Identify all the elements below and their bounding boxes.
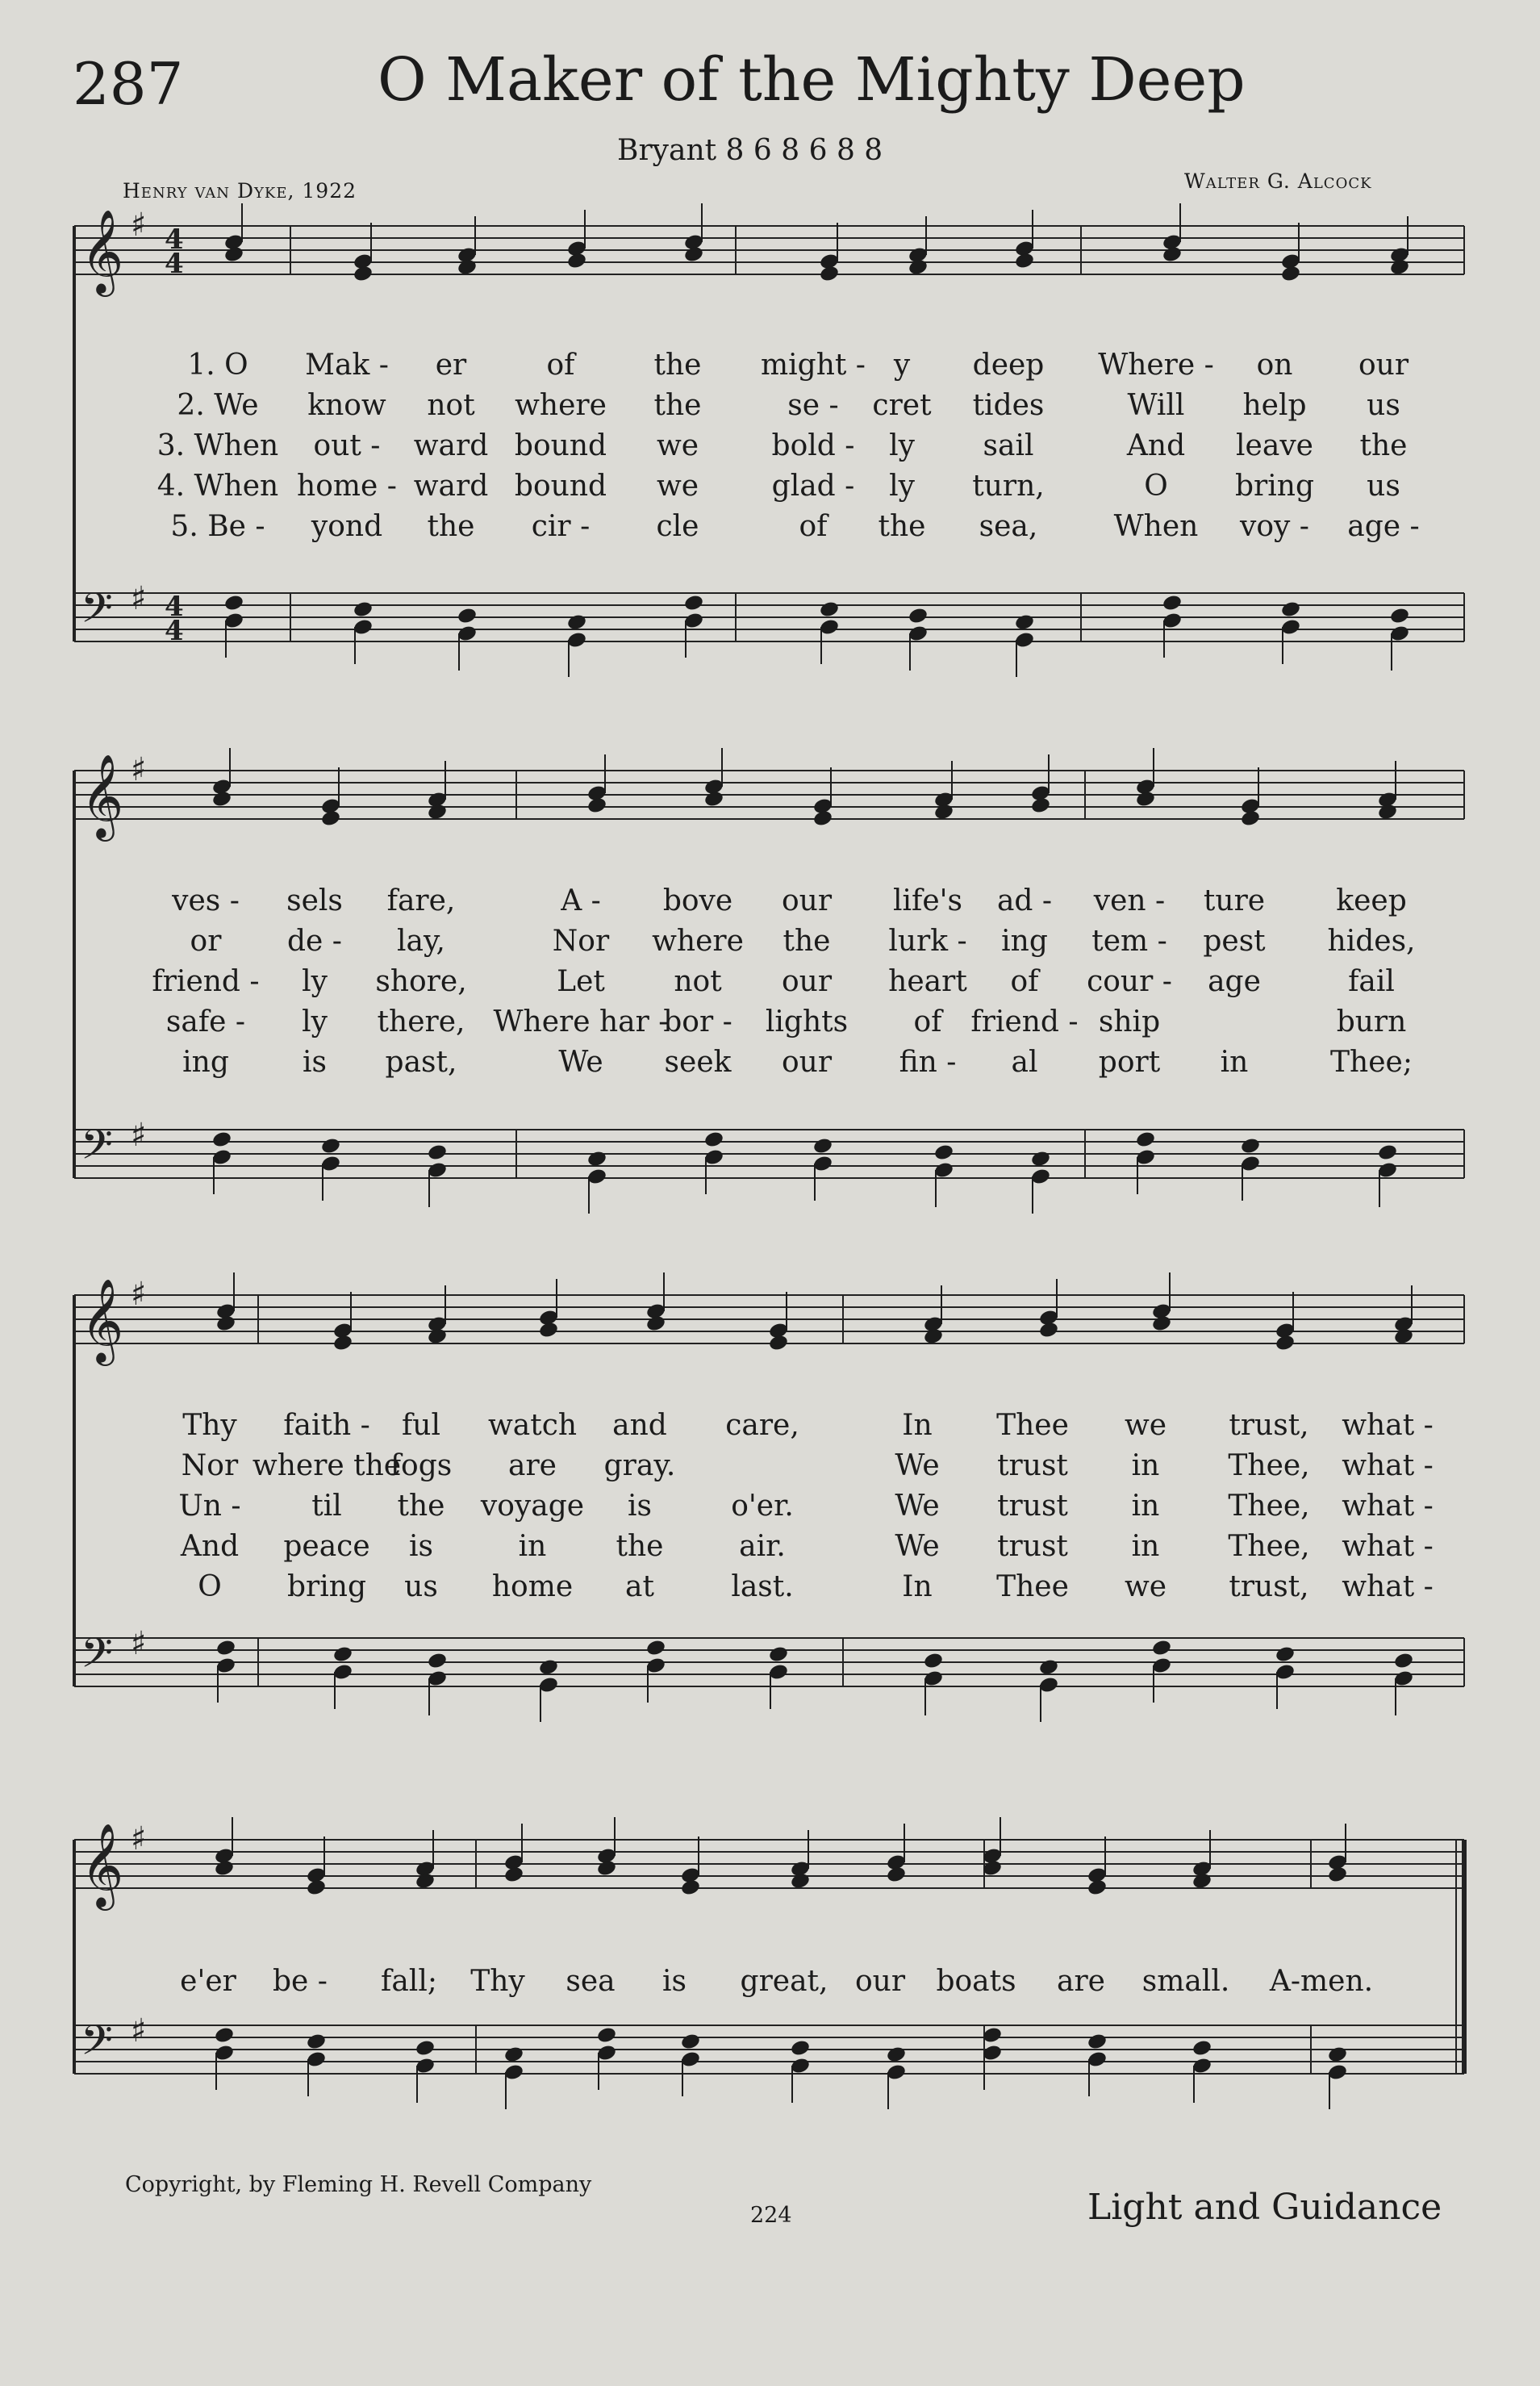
lyric-syllable: friend -: [152, 965, 260, 998]
lyric-syllable: the: [427, 510, 475, 543]
lyric-syllable: in: [518, 1530, 547, 1563]
lyric-syllable: tides: [972, 389, 1045, 422]
lyric-syllable: past,: [385, 1046, 457, 1079]
lyric-syllable: lurk -: [888, 925, 967, 958]
treble-note-head: [332, 1334, 353, 1352]
treble-clef-icon: 𝄞: [81, 1278, 124, 1363]
page-number: 224: [750, 2203, 792, 2228]
bass-note-head: [645, 1639, 666, 1657]
lyric-syllable: voyage: [480, 1490, 585, 1523]
lyric-syllable: what -: [1342, 1449, 1434, 1482]
lyric-syllable: keep: [1336, 884, 1407, 917]
lyric-syllable: pest: [1203, 925, 1266, 958]
lyric-syllable: ven -: [1093, 884, 1166, 917]
composer-credit: Walter G. Alcock: [1184, 169, 1372, 193]
bass-note-head: [427, 1652, 448, 1670]
treble-note-head: [503, 1866, 524, 1884]
bass-note-head: [1377, 1143, 1398, 1162]
lyric-syllable: ly: [302, 1005, 328, 1038]
treble-note-head: [908, 258, 929, 277]
lyric-syllable: O: [1144, 470, 1168, 503]
lyric-syllable: in: [1131, 1449, 1160, 1482]
treble-note-head: [566, 252, 587, 270]
bass-note-head: [886, 2045, 907, 2064]
copyright-notice: Copyright, by Fleming H. Revell Company: [125, 2172, 592, 2197]
lyric-syllable: the: [397, 1490, 445, 1523]
bass-note-head: [1030, 1150, 1051, 1168]
lyric-syllable: Mak -: [305, 349, 389, 382]
lyric-syllable: ves -: [172, 884, 240, 917]
treble-note-head: [320, 809, 341, 828]
bass-note-head: [353, 600, 374, 619]
hymn-number: 287: [73, 50, 184, 118]
lyric-syllable: se -: [787, 389, 839, 422]
lyric-syllable: A -: [561, 884, 601, 917]
bass-note-head: [214, 2026, 235, 2045]
lyric-syllable: ing: [182, 1046, 229, 1079]
lyric-syllable: bold -: [771, 429, 855, 462]
treble-note-head: [1014, 252, 1035, 270]
lyric-syllable: 2. We: [177, 389, 259, 422]
lyric-syllable: de -: [287, 925, 342, 958]
bass-note-head: [332, 1645, 353, 1664]
lyric-syllable: of: [913, 1005, 942, 1038]
time-signature: 4: [165, 615, 184, 647]
lyric-syllable: the: [783, 925, 831, 958]
lyric-syllable: what -: [1342, 1570, 1434, 1603]
bass-note-head: [215, 1639, 236, 1657]
bass-note-head: [1280, 600, 1301, 619]
lyric-syllable: tem -: [1091, 925, 1167, 958]
lyric-syllable: of: [546, 349, 575, 382]
lyric-syllable: sea: [566, 1965, 616, 1998]
lyric-syllable: ing: [1001, 925, 1048, 958]
treble-note-head: [1087, 1878, 1108, 1897]
lyric-syllable: what -: [1342, 1409, 1434, 1442]
lyric-syllable: A-men.: [1269, 1965, 1374, 1998]
key-signature-sharp-icon: ♯: [131, 207, 147, 244]
section-heading: Light and Guidance: [1087, 2187, 1442, 2228]
lyric-syllable: our: [781, 884, 833, 917]
lyric-syllable: in: [1131, 1530, 1160, 1563]
bass-note-head: [1162, 594, 1183, 612]
treble-note-head: [211, 790, 232, 809]
lyric-syllable: watch: [487, 1409, 578, 1442]
bass-note-head: [503, 2045, 524, 2064]
treble-note-head: [703, 790, 724, 809]
treble-note-head: [1280, 265, 1301, 283]
treble-note-head: [1030, 796, 1051, 815]
lyric-syllable: our: [781, 965, 833, 998]
treble-note-head: [538, 1321, 559, 1339]
lyric-syllable: last.: [731, 1570, 794, 1603]
lyric-syllable: us: [1367, 470, 1400, 503]
lyric-syllable: shore,: [375, 965, 467, 998]
lyric-syllable: in: [1220, 1046, 1249, 1079]
bass-note-head: [320, 1137, 341, 1155]
lyric-syllable: deep: [972, 349, 1045, 382]
bass-note-head: [1389, 607, 1410, 625]
bass-note-head: [923, 1652, 944, 1670]
bass-note-head: [211, 1130, 232, 1149]
lyric-syllable: boats: [936, 1965, 1016, 1998]
treble-note-head: [1377, 803, 1398, 821]
lyric-syllable: Thee: [996, 1570, 1069, 1603]
lyric-syllable: us: [1367, 389, 1400, 422]
author-credit: Henry van Dyke, 1922: [123, 179, 357, 203]
lyric-syllable: out -: [313, 429, 381, 462]
lyric-syllable: age -: [1347, 510, 1420, 543]
lyric-syllable: y: [893, 349, 911, 382]
treble-note-head: [1327, 1866, 1348, 1884]
bass-note-head: [457, 607, 478, 625]
lyric-syllable: trust: [997, 1449, 1068, 1482]
treble-note-head: [223, 245, 244, 264]
key-signature-sharp-icon: ♯: [131, 580, 147, 617]
bass-note-head: [703, 1130, 724, 1149]
lyric-syllable: what -: [1342, 1490, 1434, 1523]
treble-note-head: [1389, 258, 1410, 277]
lyric-syllable: small.: [1141, 1965, 1230, 1998]
lyric-syllable: fin -: [899, 1046, 957, 1079]
bass-note-head: [790, 2039, 811, 2058]
lyric-syllable: trust: [997, 1530, 1068, 1563]
lyric-syllable: where the: [252, 1449, 402, 1482]
lyric-syllable: we: [656, 429, 699, 462]
lyric-syllable: We: [895, 1449, 940, 1482]
treble-note-head: [353, 265, 374, 283]
lyric-syllable: ly: [889, 429, 915, 462]
lyric-syllable: our: [1358, 349, 1409, 382]
lyric-syllable: is: [662, 1965, 687, 1998]
lyric-syllable: til: [311, 1490, 342, 1523]
lyric-syllable: where: [652, 925, 744, 958]
lyric-syllable: O: [198, 1570, 222, 1603]
lyric-syllable: of: [799, 510, 828, 543]
treble-note-head: [886, 1866, 907, 1884]
lyric-syllable: not: [674, 965, 722, 998]
bass-note-head: [683, 594, 704, 612]
bass-note-head: [768, 1645, 789, 1664]
time-signature: 4: [165, 224, 184, 256]
lyric-syllable: gray.: [603, 1449, 676, 1482]
lyric-syllable: or: [190, 925, 222, 958]
lyric-syllable: trust,: [1229, 1409, 1309, 1442]
lyric-syllable: bound: [514, 470, 607, 503]
lyric-syllable: are: [508, 1449, 557, 1482]
bass-clef-icon: 𝄢: [81, 1120, 113, 1179]
lyric-syllable: ly: [889, 470, 915, 503]
lyric-syllable: Where -: [1098, 349, 1214, 382]
lyric-syllable: In: [902, 1409, 933, 1442]
bass-note-head: [538, 1658, 559, 1677]
key-signature-sharp-icon: ♯: [131, 2012, 147, 2050]
lyric-syllable: Thy: [182, 1409, 237, 1442]
treble-clef-icon: 𝄞: [81, 209, 124, 294]
bass-note-head: [1275, 1645, 1296, 1664]
treble-note-head: [790, 1872, 811, 1891]
lyric-syllable: Thee,: [1228, 1449, 1310, 1482]
lyric-syllable: Will: [1127, 389, 1185, 422]
lyric-syllable: in: [1131, 1490, 1160, 1523]
lyric-syllable: us: [404, 1570, 438, 1603]
bass-note-head: [596, 2026, 617, 2045]
lyric-syllable: burn: [1336, 1005, 1407, 1038]
lyric-syllable: sail: [983, 429, 1034, 462]
lyric-syllable: bove: [662, 884, 733, 917]
lyric-syllable: In: [902, 1570, 933, 1603]
lyric-syllable: cir -: [531, 510, 591, 543]
time-signature: 4: [165, 591, 184, 623]
lyric-syllable: seek: [664, 1046, 732, 1079]
treble-note-head: [1038, 1321, 1059, 1339]
lyric-syllable: 1. O: [187, 349, 248, 382]
lyric-syllable: ful: [401, 1409, 441, 1442]
lyric-syllable: cour -: [1087, 965, 1172, 998]
lyric-syllable: the: [653, 349, 702, 382]
tune-name: Bryant 8 6 8 6 8 8: [617, 134, 883, 167]
key-signature-sharp-icon: ♯: [131, 1820, 147, 1857]
bass-note-head: [1393, 1652, 1414, 1670]
lyric-syllable: bring: [1235, 470, 1314, 503]
lyric-syllable: peace: [283, 1530, 370, 1563]
lyric-syllable: bring: [287, 1570, 366, 1603]
treble-note-head: [1151, 1314, 1172, 1333]
lyric-syllable: ly: [302, 965, 328, 998]
lyric-syllable: are: [1057, 1965, 1105, 1998]
lyric-syllable: is: [303, 1046, 327, 1079]
treble-clef-icon: 𝄞: [81, 754, 124, 838]
bass-note-head: [1135, 1130, 1156, 1149]
lyric-syllable: great,: [740, 1965, 828, 1998]
treble-note-head: [306, 1878, 327, 1897]
lyric-syllable: heart: [888, 965, 967, 998]
lyric-syllable: bor -: [663, 1005, 732, 1038]
lyric-syllable: help: [1242, 389, 1307, 422]
treble-note-head: [1393, 1327, 1414, 1346]
lyric-syllable: our: [781, 1046, 833, 1079]
lyric-syllable: trust: [997, 1490, 1068, 1523]
bass-note-head: [680, 2033, 701, 2051]
lyric-syllable: Un -: [178, 1490, 241, 1523]
lyric-syllable: We: [895, 1530, 940, 1563]
lyric-syllable: Nor: [181, 1449, 239, 1482]
time-signature: 4: [165, 248, 184, 280]
lyric-syllable: 3. When: [157, 429, 279, 462]
lyric-syllable: ship: [1098, 1005, 1161, 1038]
treble-note-head: [812, 809, 833, 828]
lyric-syllable: age: [1208, 965, 1261, 998]
lyric-syllable: might -: [761, 349, 866, 382]
treble-note-head: [923, 1327, 944, 1346]
lyric-syllable: ture: [1203, 884, 1266, 917]
lyric-syllable: ward: [413, 429, 489, 462]
lyric-syllable: home: [491, 1570, 574, 1603]
lyric-syllable: o'er.: [731, 1490, 794, 1523]
treble-note-head: [427, 1327, 448, 1346]
bass-clef-icon: 𝄢: [81, 583, 113, 642]
lyric-syllable: cle: [656, 510, 699, 543]
lyric-syllable: 4. When: [157, 470, 279, 503]
lyric-syllable: port: [1098, 1046, 1161, 1079]
key-signature-sharp-icon: ♯: [131, 751, 147, 788]
treble-note-head: [819, 265, 840, 283]
lyric-syllable: the: [1359, 429, 1408, 462]
bass-note-head: [1192, 2039, 1212, 2058]
lyric-syllable: faith -: [283, 1409, 370, 1442]
lyric-syllable: Where har -: [493, 1005, 669, 1038]
lyric-syllable: bound: [514, 429, 607, 462]
treble-note-head: [645, 1314, 666, 1333]
bass-note-head: [427, 1143, 448, 1162]
lyric-syllable: ward: [413, 470, 489, 503]
lyric-syllable: is: [409, 1530, 433, 1563]
lyric-syllable: our: [854, 1965, 906, 1998]
lyric-syllable: is: [628, 1490, 652, 1523]
bass-note-head: [223, 594, 244, 612]
bass-note-head: [1151, 1639, 1172, 1657]
lyric-syllable: where: [515, 389, 607, 422]
treble-note-head: [427, 803, 448, 821]
treble-note-head: [1192, 1872, 1212, 1891]
lyric-syllable: turn,: [972, 470, 1045, 503]
lyric-syllable: Nor: [552, 925, 610, 958]
bass-note-head: [566, 613, 587, 632]
lyric-syllable: fare,: [386, 884, 456, 917]
lyric-syllable: We: [558, 1046, 603, 1079]
lyric-syllable: home -: [297, 470, 397, 503]
key-signature-sharp-icon: ♯: [131, 1117, 147, 1154]
lyric-syllable: e'er: [180, 1965, 236, 1998]
treble-note-head: [415, 1872, 436, 1891]
treble-note-head: [214, 1859, 235, 1878]
lyric-syllable: fogs: [390, 1449, 453, 1482]
bass-note-head: [1087, 2033, 1108, 2051]
lyric-syllable: at: [625, 1570, 654, 1603]
bass-clef-icon: 𝄢: [81, 1628, 113, 1687]
key-signature-sharp-icon: ♯: [131, 1276, 147, 1313]
lyric-syllable: voy -: [1240, 510, 1309, 543]
lyric-syllable: When: [1113, 510, 1199, 543]
lyric-syllable: Thee: [996, 1409, 1069, 1442]
bass-note-head: [1038, 1658, 1059, 1677]
lyric-syllable: we: [1124, 1570, 1167, 1603]
lyric-syllable: Thee;: [1330, 1046, 1413, 1079]
lyric-syllable: what -: [1342, 1530, 1434, 1563]
treble-note-head: [215, 1314, 236, 1333]
lyric-syllable: on: [1256, 349, 1293, 382]
lyric-syllable: 5. Be -: [170, 510, 265, 543]
lyric-syllable: sea,: [979, 510, 1038, 543]
lyric-syllable: ad -: [996, 884, 1053, 917]
lyric-syllable: hides,: [1327, 925, 1416, 958]
bass-clef-icon: 𝄢: [81, 2016, 113, 2075]
treble-clef-icon: 𝄞: [81, 1823, 124, 1908]
treble-note-head: [1275, 1334, 1296, 1352]
bass-note-head: [1240, 1137, 1261, 1155]
lyric-syllable: Let: [557, 965, 605, 998]
lyric-syllable: friend -: [970, 1005, 1079, 1038]
treble-note-head: [586, 796, 607, 815]
treble-note-head: [596, 1859, 617, 1878]
lyric-syllable: Thy: [470, 1965, 525, 1998]
hymn-title: O Maker of the Mighty Deep: [378, 45, 1246, 115]
treble-note-head: [1162, 245, 1183, 264]
lyric-syllable: we: [656, 470, 699, 503]
key-signature-sharp-icon: ♯: [131, 1625, 147, 1662]
lyric-syllable: there,: [377, 1005, 465, 1038]
treble-note-head: [680, 1878, 701, 1897]
lyric-syllable: cret: [872, 389, 932, 422]
treble-note-head: [1240, 809, 1261, 828]
bass-note-head: [819, 600, 840, 619]
bass-note-head: [933, 1143, 954, 1162]
lyric-syllable: We: [895, 1490, 940, 1523]
lyric-syllable: the: [878, 510, 926, 543]
lyric-syllable: the: [653, 389, 702, 422]
lyric-syllable: fail: [1348, 965, 1395, 998]
lyric-syllable: fall;: [381, 1965, 437, 1998]
lyric-syllable: leave: [1236, 429, 1313, 462]
treble-note-head: [933, 803, 954, 821]
lyric-syllable: of: [1010, 965, 1039, 998]
lyric-syllable: care,: [725, 1409, 799, 1442]
bass-note-head: [1014, 613, 1035, 632]
bass-note-head: [908, 607, 929, 625]
lyric-syllable: we: [1124, 1409, 1167, 1442]
lyric-syllable: safe -: [165, 1005, 246, 1038]
lyric-syllable: yond: [311, 510, 383, 543]
treble-note-head: [683, 245, 704, 264]
lyric-syllable: air.: [739, 1530, 786, 1563]
lyric-syllable: glad -: [771, 470, 855, 503]
treble-note-head: [768, 1334, 789, 1352]
lyric-syllable: al: [1011, 1046, 1038, 1079]
lyric-syllable: sels: [286, 884, 343, 917]
bass-note-head: [415, 2039, 436, 2058]
lyric-syllable: er: [435, 349, 467, 382]
lyric-syllable: lights: [765, 1005, 849, 1038]
bass-note-head: [586, 1150, 607, 1168]
lyric-syllable: the: [616, 1530, 664, 1563]
bass-note-head: [812, 1137, 833, 1155]
treble-note-head: [1135, 790, 1156, 809]
lyric-syllable: Thee,: [1228, 1530, 1310, 1563]
bass-note-head: [1327, 2045, 1348, 2064]
bass-note-head: [306, 2033, 327, 2051]
lyric-syllable: know: [307, 389, 386, 422]
lyric-syllable: not: [427, 389, 475, 422]
lyric-syllable: Thee,: [1228, 1490, 1310, 1523]
treble-note-head: [457, 258, 478, 277]
lyric-syllable: lay,: [397, 925, 445, 958]
lyric-syllable: be -: [273, 1965, 328, 1998]
lyric-syllable: And: [180, 1530, 240, 1563]
lyric-syllable: and: [612, 1409, 667, 1442]
lyric-syllable: And: [1126, 429, 1186, 462]
lyric-syllable: trust,: [1229, 1570, 1309, 1603]
lyric-syllable: life's: [892, 884, 963, 917]
